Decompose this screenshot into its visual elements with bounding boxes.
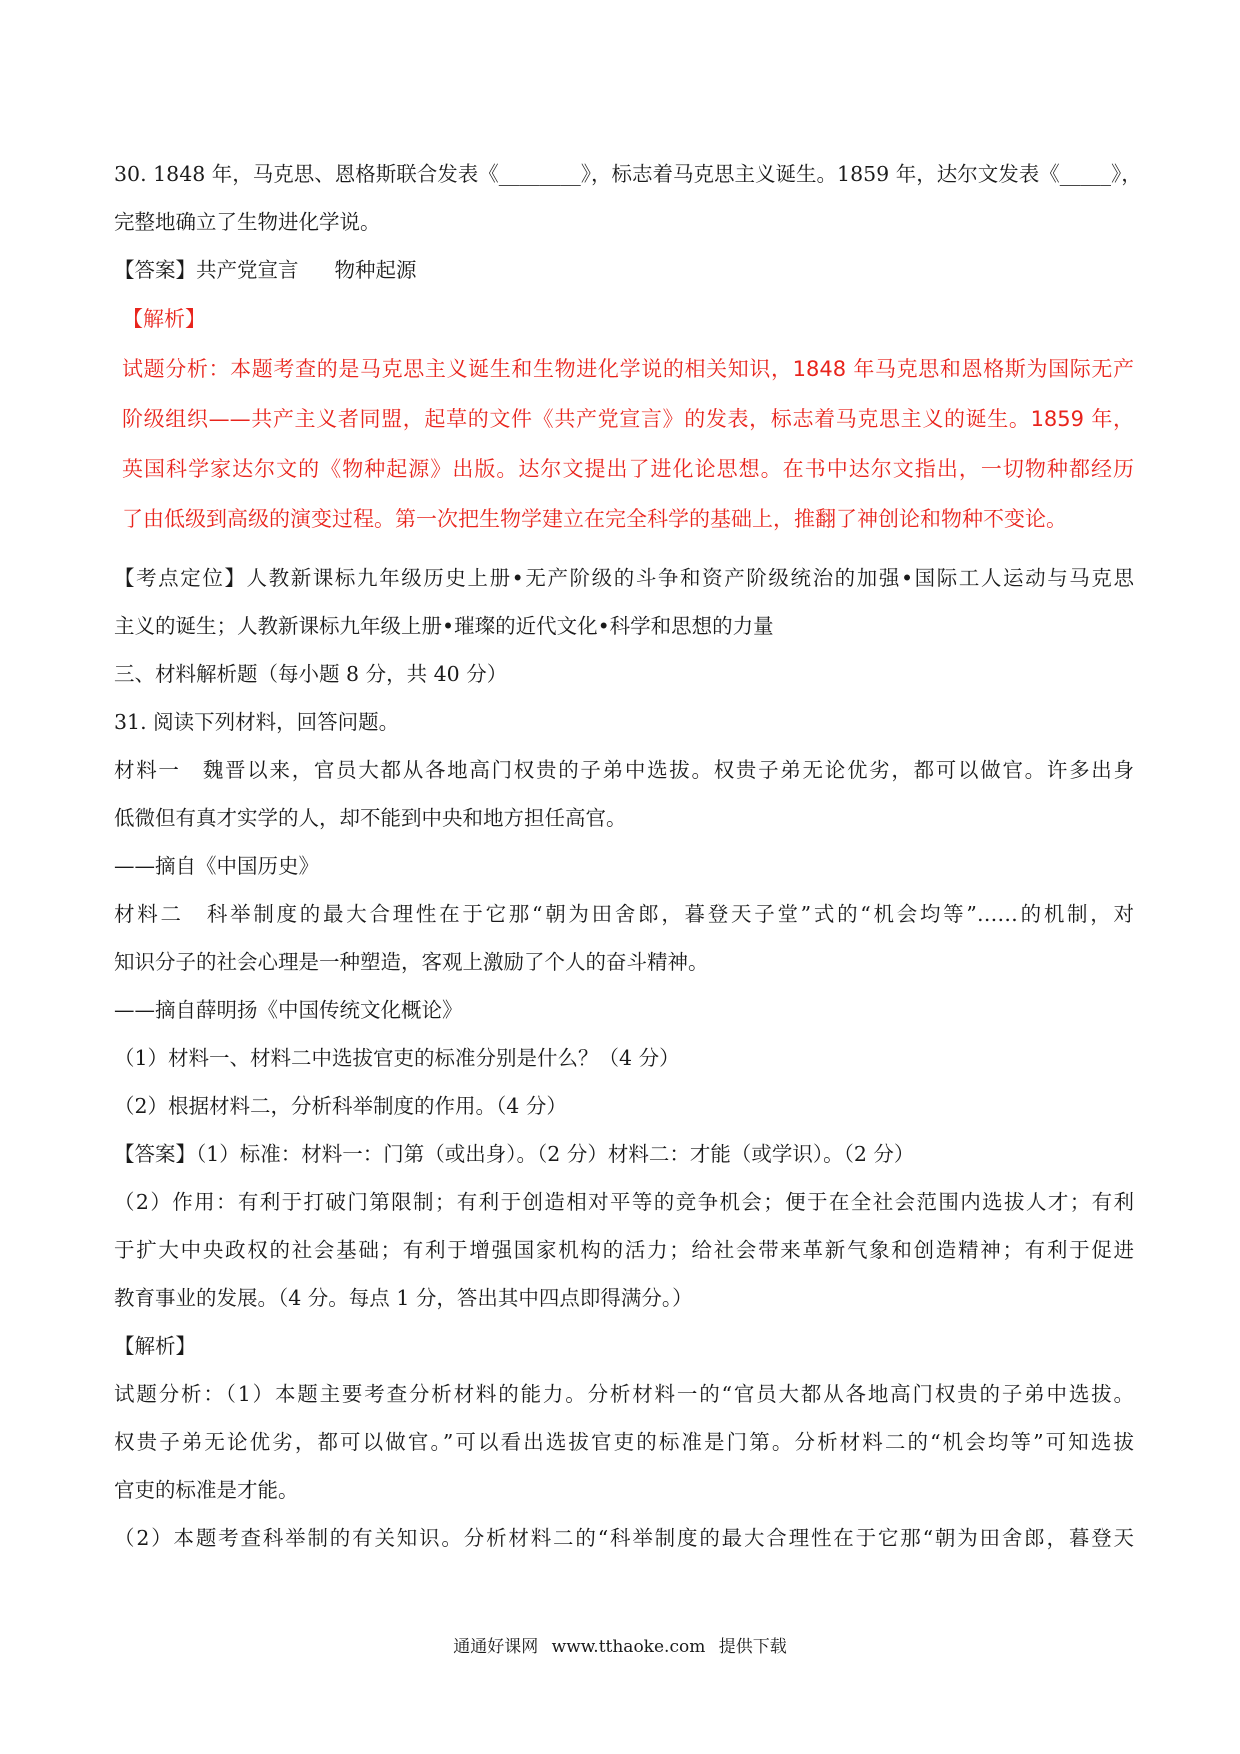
material-two-line: 知识分子的社会心理是一种塑造，客观上激励了个人的奋斗精神。: [114, 950, 709, 974]
answer-1: 共产党宣言: [196, 258, 299, 282]
footer-site-name: 通通好课网: [453, 1637, 539, 1657]
analysis-label: 【解析】: [122, 307, 206, 331]
q30-answer: [114, 246, 1134, 294]
q30-line-1: 30. 1848 年，马克思、恩格斯联合发表《________》，标志着马克思主义诞生。1859 年，达尔文发表《_____》，: [114, 162, 1142, 186]
sub-question-1: （1）材料一、材料二中选拔官吏的标准分别是什么？（4 分）: [114, 1046, 680, 1070]
kaodian-line: 主义的诞生；人教新课标九年级上册•璀璨的近代文化•科学和思想的力量: [114, 614, 774, 638]
q31-answer-2-line: 教育事业的发展。（4 分。每点 1 分，答出其中四点即得满分。）: [114, 1286, 693, 1310]
analysis-line: 了由低级到高级的演变过程。第一次把生物学建立在完全科学的基础上，推翻了神创论和物种不变论。: [122, 507, 1067, 531]
q31-answer-1: 【答案】（1）标准：材料一：门第（或出身）。（2 分）材料二：才能（或学识）。（2 分）: [114, 1142, 915, 1166]
document-page: [114, 150, 1142, 1562]
q30-analysis-block: [122, 294, 1134, 544]
q31-analysis-label: 【解析】: [114, 1334, 196, 1358]
q31-analysis-line: 官吏的标准是才能。: [114, 1478, 299, 1502]
kaodian-line: 【考点定位】人教新课标九年级历史上册•无产阶级的斗争和资产阶级统治的加强•国际工人运动与马克思: [114, 566, 1134, 590]
analysis-line: 阶级组织——共产主义者同盟，起草的文件《共产党宣言》的发表，标志着马克思主义的诞生。1859 年，: [122, 407, 1134, 431]
q31-answer-2-line: 于扩大中央政权的社会基础；有利于增强国家机构的活力；给社会带来革新气象和创造精神；有利于促进: [114, 1238, 1134, 1262]
answer-2: 物种起源: [334, 258, 417, 282]
footer-url[interactable]: www.tthaoke.com: [551, 1637, 706, 1657]
answer-label: 【答案】: [114, 258, 196, 282]
q31-analysis-line: （2）本题考查科举制的有关知识。分析材料二的“科举制度的最大合理性在于它那“朝为田舍郎，暮登天: [114, 1526, 1134, 1550]
q31-title: 31. 阅读下列材料，回答问题。: [114, 710, 400, 734]
material-one-line: 材料一 魏晋以来，官员大都从各地高门权贵的子弟中选拔。权贵子弟无论优劣，都可以做官。许多出身: [114, 758, 1134, 782]
q31-answer-2-line: （2）作用：有利于打破门第限制；有利于创造相对平等的竞争机会；便于在全社会范围内选拔人才；有利: [114, 1190, 1134, 1214]
material-two-source: ——摘自薛明扬《中国传统文化概论》: [114, 998, 463, 1022]
q31-analysis-line: 权贵子弟无论优劣，都可以做官。”可以看出选拔官吏的标准是门第。分析材料二的“机会均等”可知选拔: [114, 1430, 1134, 1454]
page-footer: [0, 1632, 1240, 1657]
footer-suffix: 提供下载: [718, 1637, 787, 1657]
material-one-line: 低微但有真才实学的人，却不能到中央和地方担任高官。: [114, 806, 627, 830]
analysis-line: 试题分析：本题考查的是马克思主义诞生和生物进化学说的相关知识，1848 年马克思和恩格斯为国际无产: [122, 357, 1134, 381]
section-title: 三、材料解析题（每小题 8 分，共 40 分）: [114, 662, 508, 686]
material-two-line: 材料二 科举制度的最大合理性在于它那“朝为田舍郎，暮登天子堂”式的“机会均等”……的机制，对: [114, 902, 1134, 926]
material-one-source: ——摘自《中国历史》: [114, 854, 319, 878]
q31-analysis-line: 试题分析：（1）本题主要考查分析材料的能力。分析材料一的“官员大都从各地高门权贵的子弟中选拔。: [114, 1382, 1134, 1406]
analysis-line: 英国科学家达尔文的《物种起源》出版。达尔文提出了进化论思想。在书中达尔文指出，一切物种都经历: [122, 457, 1134, 481]
q30-line-2: 完整地确立了生物进化学说。: [114, 210, 381, 234]
sub-question-2: （2）根据材料二，分析科举制度的作用。（4 分）: [114, 1094, 567, 1118]
